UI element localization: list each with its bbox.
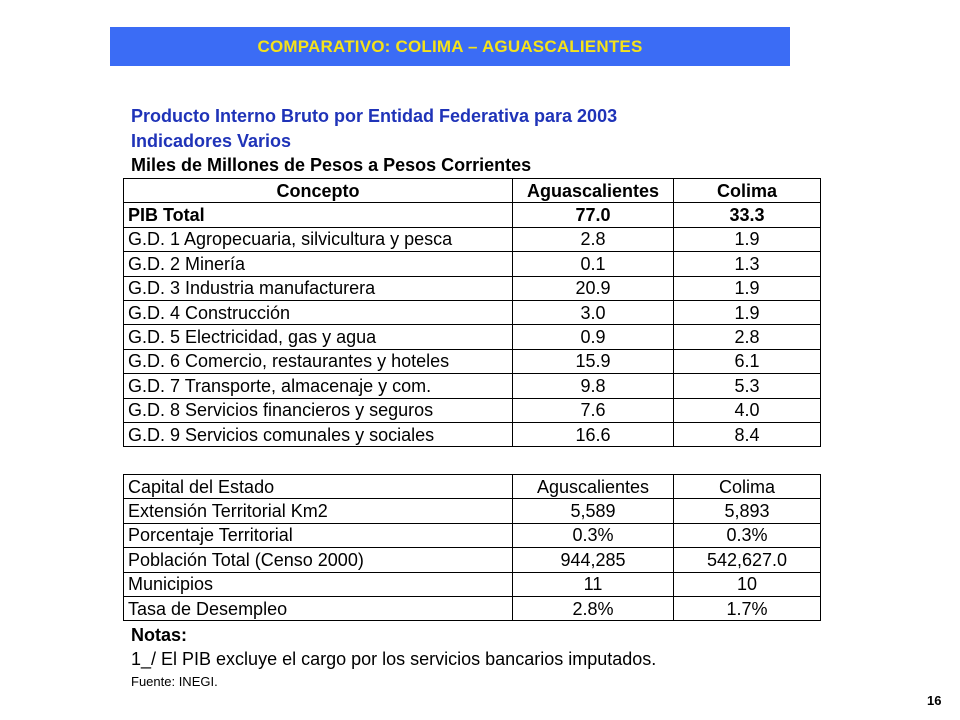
table-row (124, 548, 821, 572)
table-row (124, 203, 821, 227)
value-aguascalientes: 0.1 (513, 252, 674, 276)
notes-title: Notas: (131, 625, 188, 645)
heading-pib: Producto Interno Bruto por Entidad Federativa para 2003 (131, 106, 618, 126)
value-colima: 542,627.0 (674, 548, 821, 572)
row-label: Capital del Estado (124, 475, 513, 499)
row-label: Municipios (124, 572, 513, 596)
heading-units: Miles de Millones de Pesos a Pesos Corrientes (131, 155, 532, 175)
value-colima: 5,893 (674, 499, 821, 523)
value-aguascalientes: 3.0 (513, 300, 674, 324)
row-label: Población Total (Censo 2000) (124, 548, 513, 572)
value-colima: 1.9 (674, 300, 821, 324)
value-aguascalientes: 15.9 (513, 349, 674, 373)
value-aguascalientes: 16.6 (513, 422, 674, 446)
header-colima: Colima (674, 179, 821, 203)
header-aguascalientes: Aguascalientes (513, 179, 674, 203)
value-aguascalientes: 20.9 (513, 276, 674, 300)
table-row (124, 523, 821, 547)
value-aguascalientes: 7.6 (513, 398, 674, 422)
value-colima: 1.7% (674, 596, 821, 620)
table-header-row (124, 179, 821, 203)
table-row (124, 374, 821, 398)
row-label: PIB Total (124, 203, 513, 227)
pib-table (123, 178, 821, 447)
value-colima: 1.9 (674, 227, 821, 251)
value-aguascalientes: 9.8 (513, 374, 674, 398)
row-label: Porcentaje Territorial (124, 523, 513, 547)
table-row (124, 325, 821, 349)
title-banner (110, 27, 790, 66)
table-row (124, 252, 821, 276)
row-label: G.D. 1 Agropecuaria, silvicultura y pesca (124, 227, 513, 251)
value-aguascalientes: 2.8% (513, 596, 674, 620)
row-label: G.D. 4 Construcción (124, 300, 513, 324)
table-row (124, 422, 821, 446)
table-row (124, 398, 821, 422)
row-label: G.D. 2 Minería (124, 252, 513, 276)
heading-indicators: Indicadores Varios (131, 131, 292, 151)
value-colima: 5.3 (674, 374, 821, 398)
table-row (124, 300, 821, 324)
value-aguascalientes: 0.3% (513, 523, 674, 547)
source-note: Fuente: INEGI. (131, 674, 218, 689)
value-colima: 1.3 (674, 252, 821, 276)
value-aguascalientes: 77.0 (513, 203, 674, 227)
note-1: 1_/ El PIB excluye el cargo por los servicios bancarios imputados. (131, 649, 657, 669)
value-colima: 33.3 (674, 203, 821, 227)
value-aguascalientes: 0.9 (513, 325, 674, 349)
table-row (124, 475, 821, 499)
row-label: G.D. 6 Comercio, restaurantes y hoteles (124, 349, 513, 373)
table-row (124, 499, 821, 523)
row-label: Tasa de Desempleo (124, 596, 513, 620)
row-label: G.D. 7 Transporte, almacenaje y com. (124, 374, 513, 398)
value-colima: 10 (674, 572, 821, 596)
row-label: G.D. 9 Servicios comunales y sociales (124, 422, 513, 446)
page-number: 16 (927, 693, 942, 708)
page-title: COMPARATIVO: COLIMA – AGUASCALIENTES (257, 36, 643, 56)
value-colima: 1.9 (674, 276, 821, 300)
table-row (124, 596, 821, 620)
table-row (124, 227, 821, 251)
value-colima: 8.4 (674, 422, 821, 446)
row-label: Extensión Territorial Km2 (124, 499, 513, 523)
indicators-table (123, 474, 821, 621)
table-row (124, 349, 821, 373)
value-aguascalientes: 11 (513, 572, 674, 596)
value-colima: 6.1 (674, 349, 821, 373)
value-colima: 2.8 (674, 325, 821, 349)
value-aguascalientes: 2.8 (513, 227, 674, 251)
value-aguascalientes: 5,589 (513, 499, 674, 523)
value-aguascalientes: 944,285 (513, 548, 674, 572)
row-label: G.D. 8 Servicios financieros y seguros (124, 398, 513, 422)
value-colima: 4.0 (674, 398, 821, 422)
row-label: G.D. 3 Industria manufacturera (124, 276, 513, 300)
table-row (124, 276, 821, 300)
table-row (124, 572, 821, 596)
row-label: G.D. 5 Electricidad, gas y agua (124, 325, 513, 349)
value-colima: 0.3% (674, 523, 821, 547)
value-colima: Colima (674, 475, 821, 499)
value-aguascalientes: Aguscalientes (513, 475, 674, 499)
header-concepto: Concepto (124, 179, 513, 203)
